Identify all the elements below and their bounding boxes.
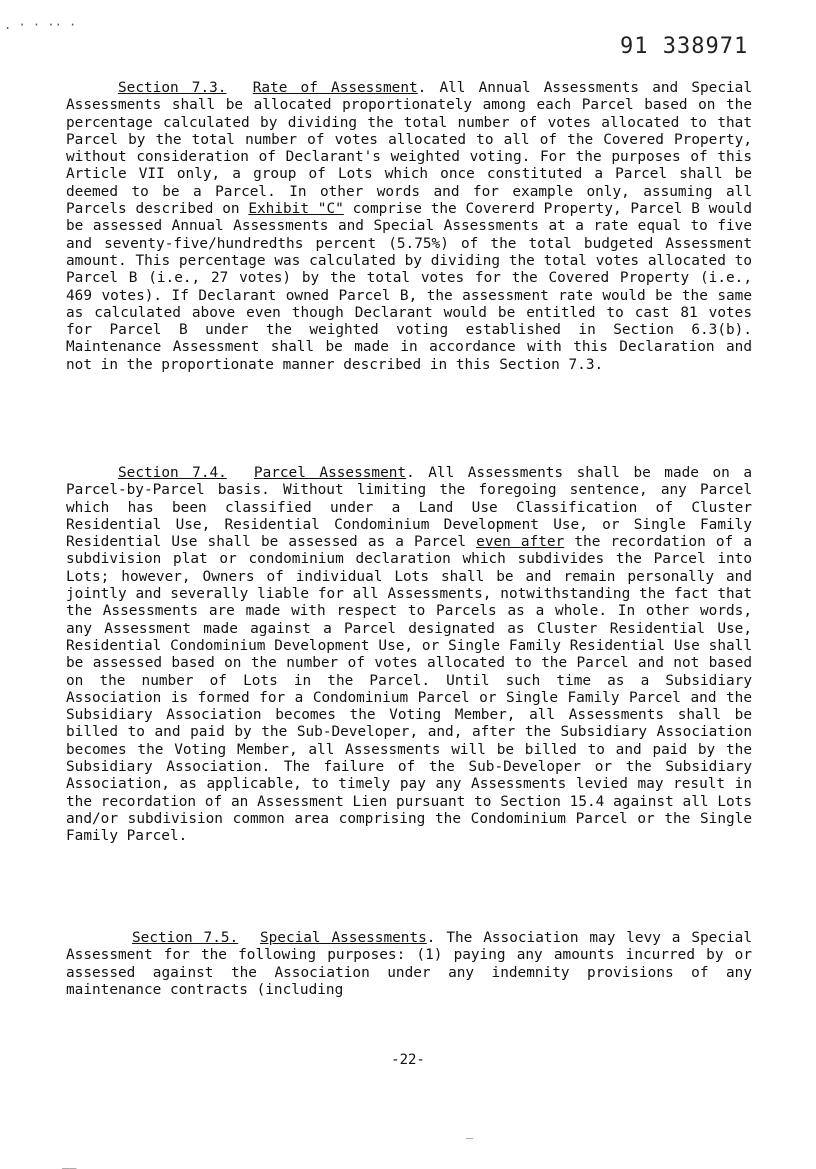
exhibit-reference: Exhibit "C" xyxy=(248,201,344,218)
section-heading: Section 7.4. xyxy=(118,465,227,481)
section-title: Parcel Assessment xyxy=(253,465,407,481)
section-heading: Section 7.5. xyxy=(132,930,239,946)
page-number: -22- xyxy=(391,1052,425,1068)
section-7-4 xyxy=(66,465,752,846)
section-7-3 xyxy=(66,80,752,374)
section-paragraph xyxy=(66,930,752,999)
section-text-continued: the recordation of a subdivision plat or condominium declaration which subdivides the Parcel into Lots; however, Owners of individual Lots shall be and remain personally and jointly and severally liable for all Assessments, notwithstanding the fact that the Assessments are made with respect to Parcels as a whole. In other words, any Assessment made against a Parcel designated as Cluster Residential Use, Residential Condominium Development Use, or Single Family Residential Use shall be assessed based on the number of votes allocated to the Parcel and not based on the number of Lots in the Parcel. Until such time as a Subsidiary Association is formed for a Condominium Parcel or Single Family Parcel and the Subsidiary Association becomes the Voting Member, all Assessments shall be billed to and paid by the Sub-Developer, and, after the Subsidiary Association becomes the Voting Member, all Assessments will be billed to and paid by the Subsidiary Association. The failure of the Sub-Developer or the Subsidiary Association, as applicable, to timely pay any Assessments levied may result in the recordation of an Assessment Lien pursuant to Section 15.4 against all Lots and/or subdivision common area comprising the Condominium Parcel or the Single Family Parcel. xyxy=(66,534,752,845)
section-title: Special Assessments xyxy=(259,930,427,946)
section-text: . All Annual Assessments and Special Assessments shall be allocated proportionately among each Parcel based on the percentage calculated by dividing the total number of votes allocated to that Parcel by the total number of votes allocated to all of the Covered Property, without consideration of Declarant's weighted voting. For the purposes of this Article VII only, a group of Lots which once constituted a Parcel shall be deemed to be a Parcel. In other words and for example only, assuming all Parcels described on xyxy=(66,80,752,218)
section-text-continued: comprise the Covererd Property, Parcel B would be assessed Annual Assessments and Special Assessments at a rate equal to five and seventy-five/hundredths percent (5.75%) of the total budgeted Assessment amount. This percentage was calculated by dividing the total votes allocated to Parcel B (i.e., 27 votes) by the total votes for the Covered Property (i.e., 469 votes). If Declarant owned Parcel B, the assessment rate would be the same as calculated above even though Declarant would be entitled to cast 81 votes for Parcel B under the weighted voting established in Section 6.3(b). Maintenance Assessment shall be made in accordance with this Declaration and not in the proportionate manner described in this Section 7.3. xyxy=(66,201,752,373)
section-title: Rate of Assessment xyxy=(252,80,418,96)
section-paragraph xyxy=(66,465,752,846)
document-number: 91 338971 xyxy=(620,34,749,59)
scan-speck: __ xyxy=(62,1155,77,1169)
section-text: . All Assessments shall be made on a Parcel-by-Parcel basis. Without limiting the foregoing sentence, any Parcel which has been classified under a Land Use Classification of Cluster Residential Use, Residential Condominium Development Use, or Single Family Residential Use shall be assessed as a Parcel xyxy=(66,465,753,551)
scan-speck: _ xyxy=(466,1125,474,1139)
emphasis-text: even after xyxy=(476,534,565,551)
section-7-5 xyxy=(66,930,752,999)
scan-speck: . · · ·· · xyxy=(4,18,77,32)
section-heading: Section 7.3. xyxy=(118,80,227,96)
section-paragraph xyxy=(66,80,752,374)
section-text: . The Association may levy a Special Assessment for the following purposes: (1) paying any amounts incurred by or assessed against the Association under any indemnity provisions of any maintenance contracts (including xyxy=(66,930,753,998)
